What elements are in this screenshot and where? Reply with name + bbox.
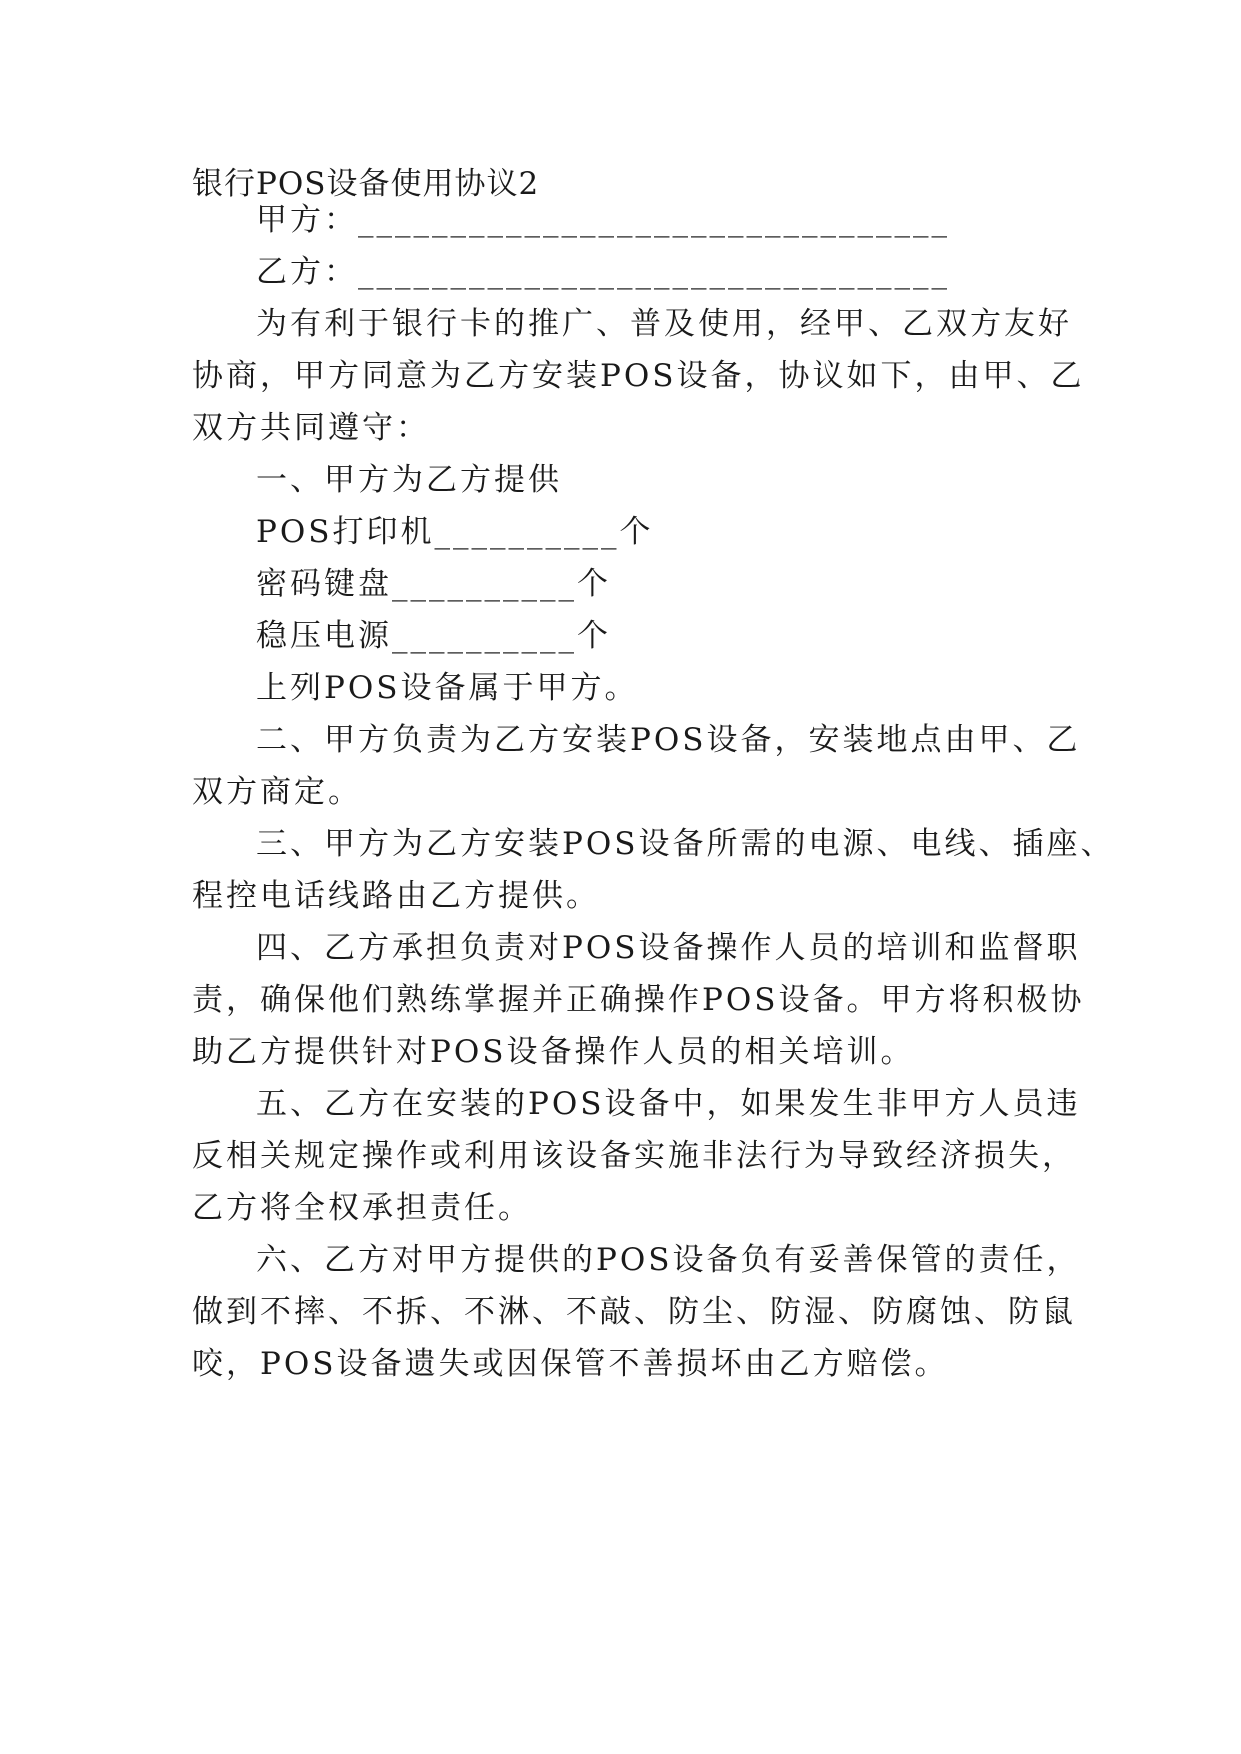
party-a-line: 甲方：________________________________: [256, 202, 950, 238]
clause-5-line: 五、乙方在安装的POS设备中，如果发生非甲方人员违: [256, 1086, 1081, 1122]
paragraph-line: 协商，甲方同意为乙方安装POS设备，协议如下，由甲、乙: [192, 358, 1085, 394]
clause-5-line: 乙方将全权承担责任。: [192, 1190, 532, 1226]
equipment-item: 稳压电源__________个: [256, 618, 611, 654]
party-b-line: 乙方：________________________________: [256, 254, 950, 290]
clause-2-line: 双方商定。: [192, 774, 362, 810]
clause-6-line: 咬，POS设备遗失或因保管不善损坏由乙方赔偿。: [192, 1346, 949, 1382]
clause-2-line: 二、甲方负责为乙方安装POS设备，安装地点由甲、乙: [256, 722, 1081, 758]
clause-5-line: 反相关规定操作或利用该设备实施非法行为导致经济损失，: [192, 1138, 1076, 1174]
clause-3-line: 程控电话线路由乙方提供。: [192, 878, 600, 914]
paragraph-line: 双方共同遵守：: [192, 410, 430, 446]
clause-6-line: 做到不摔、不拆、不淋、不敲、防尘、防湿、防腐蚀、防鼠: [192, 1294, 1076, 1330]
equipment-item: POS打印机__________个: [256, 514, 654, 550]
document-title: 银行POS设备使用协议2: [192, 166, 540, 202]
clause-6-line: 六、乙方对甲方提供的POS设备负有妥善保管的责任，: [256, 1242, 1081, 1278]
clause-4-line: 助乙方提供针对POS设备操作人员的相关培训。: [192, 1034, 915, 1070]
clause-4-line: 四、乙方承担负责对POS设备操作人员的培训和监督职: [256, 930, 1081, 966]
clause-1-heading: 一、甲方为乙方提供: [256, 462, 562, 498]
clause-3-line: 三、甲方为乙方安装POS设备所需的电源、电线、插座、: [256, 826, 1115, 862]
equipment-item: 密码键盘__________个: [256, 566, 611, 602]
paragraph-line: 为有利于银行卡的推广、普及使用，经甲、乙双方友好: [256, 306, 1072, 342]
clause-4-line: 责，确保他们熟练掌握并正确操作POS设备。甲方将积极协: [192, 982, 1085, 1018]
paragraph-line: 上列POS设备属于甲方。: [256, 670, 639, 706]
